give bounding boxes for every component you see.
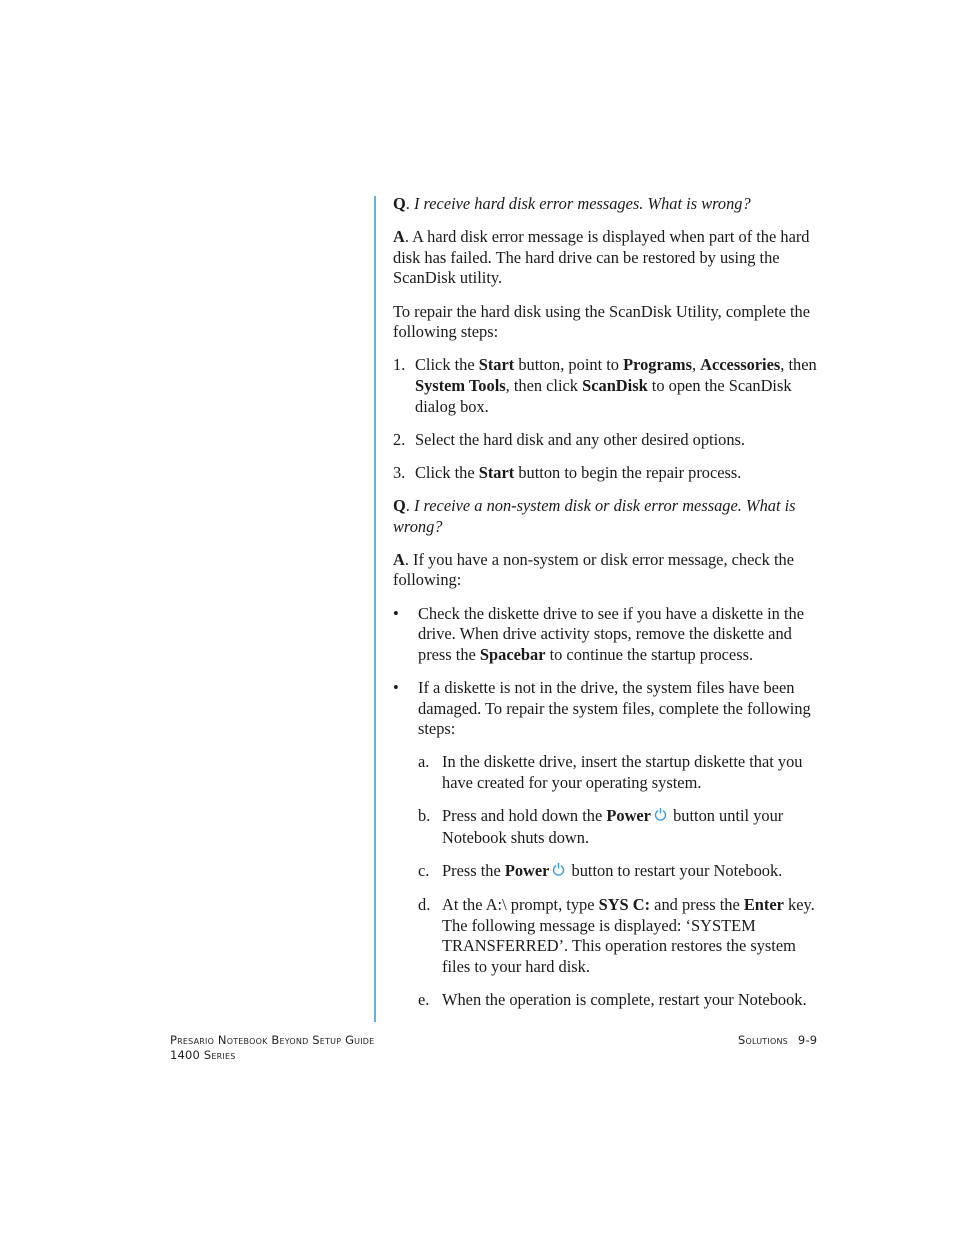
footer-left: [170, 1033, 374, 1063]
page-number: 9-9: [797, 1033, 818, 1047]
step-2: 2. Select the hard disk and any other desired options.: [393, 429, 746, 449]
question-2: Q. I receive a non-system disk or disk error message. What is wrong?: [393, 496, 796, 536]
footer-right: [738, 1033, 817, 1048]
substep-letter: a.: [418, 752, 430, 772]
substep-c: c. Press the Power button to restart your Notebook.: [418, 861, 825, 883]
substep-e: e. When the operation is complete, restart your Notebook.: [418, 990, 807, 1010]
footer-section: Solutions: [738, 1033, 788, 1047]
margin-rule: [374, 196, 376, 1022]
step-1: 1. Click the Start button, point to Programs, Accessories, then System Tools, then click ScanDisk to open the ScanDisk dialog box.: [393, 355, 817, 416]
bullet-item-2: • If a diskette is not in the drive, the system files have been damaged. To repair the system files, complete the following steps:: [393, 678, 811, 739]
step-3: 3. Click the Start button to begin the repair process.: [393, 462, 742, 482]
substep-letter: b.: [418, 806, 431, 826]
bullet-item-1: • Check the diskette drive to see if you have a diskette in the drive. When drive activity stops, remove the diskette and press the Spacebar to continue the startup process.: [393, 603, 804, 664]
footer-title: Presario Notebook Beyond Setup Guide: [170, 1033, 375, 1047]
substep-letter: c.: [418, 860, 430, 880]
substep-letter: d.: [418, 895, 431, 915]
answer-1: A. A hard disk error message is displayed when part of the hard disk has failed. The hard drive can be restored by using the ScanDisk utility.: [393, 227, 810, 288]
step-number: 1.: [393, 355, 406, 375]
step-number: 3.: [393, 462, 406, 482]
footer-series: 1400 Series: [170, 1048, 236, 1062]
bullet-mark: •: [393, 678, 399, 698]
answer-2: A. If you have a non-system or disk error message, check the following:: [393, 549, 794, 590]
substep-a: a. In the diskette drive, insert the startup diskette that you have created for your operating system.: [418, 752, 803, 792]
intro-paragraph: To repair the hard disk using the ScanDisk Utility, complete the following steps:: [393, 301, 811, 342]
step-number: 2.: [393, 429, 406, 449]
substep-letter: e.: [418, 990, 430, 1010]
page-body: [393, 194, 825, 1023]
bullet-mark: •: [393, 603, 399, 623]
power-icon: [552, 862, 565, 883]
substep-b: b. Press and hold down the Power button until your Notebook shuts down.: [418, 806, 784, 847]
question-1: Q. I receive hard disk error messages. What is wrong?: [393, 194, 751, 213]
power-icon: [654, 807, 667, 828]
substep-d: d. At the A:\ prompt, type SYS C: and press the Enter key. The following message is displayed: ‘SYSTEM TRANSFERRED’. This operation restores the system files to your hard disk.: [418, 895, 815, 976]
